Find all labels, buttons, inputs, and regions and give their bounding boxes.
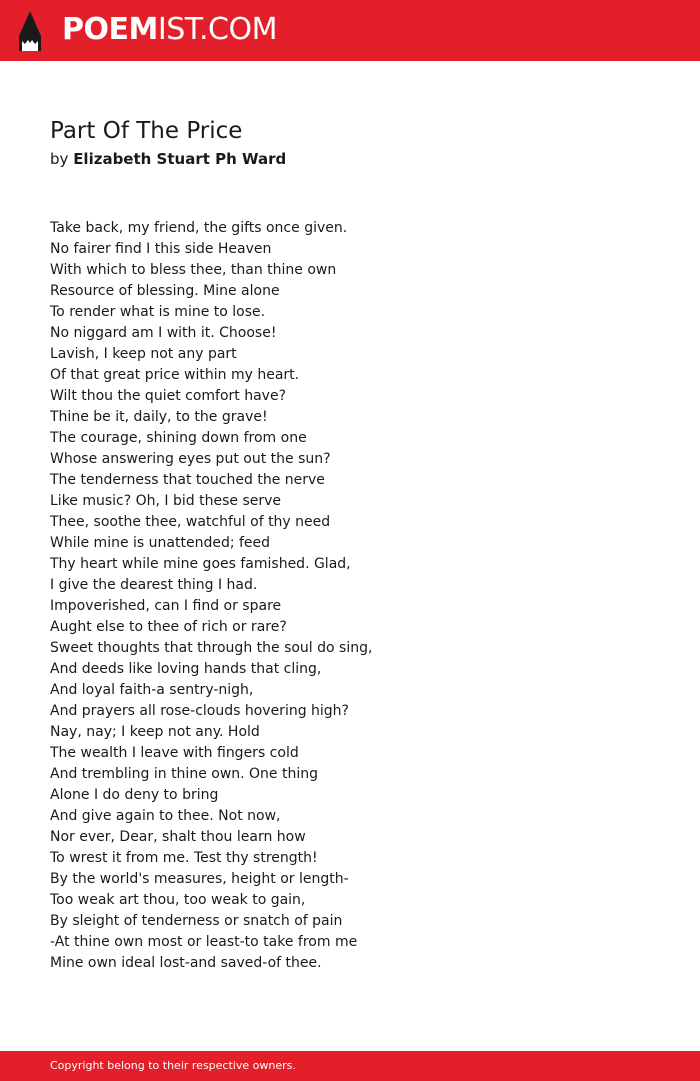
poem-line: Of that great price within my heart. bbox=[50, 367, 300, 383]
poem-line: Thee, soothe thee, watchful of thy need bbox=[50, 514, 331, 530]
poem-line: Too weak art thou, too weak to gain, bbox=[50, 892, 306, 908]
poem-line: By the world's measures, height or length- bbox=[50, 871, 349, 887]
poem-line: Whose answering eyes put out the sun? bbox=[50, 451, 331, 467]
poem-line: With which to bless thee, than thine own bbox=[50, 262, 337, 278]
logo-light-text: IST.COM bbox=[157, 12, 277, 47]
poem-line: And trembling in thine own. One thing bbox=[50, 766, 319, 782]
poem-line: And prayers all rose-clouds hovering high? bbox=[50, 703, 349, 719]
poem-line: Thy heart while mine goes famished. Glad, bbox=[50, 556, 351, 572]
poem-line: While mine is unattended; feed bbox=[50, 535, 271, 551]
poem-line: Mine own ideal lost-and saved-of thee. bbox=[50, 955, 322, 971]
logo-bold-text: POEM bbox=[62, 12, 158, 47]
poem-body bbox=[50, 218, 372, 974]
poem-line: The tenderness that touched the nerve bbox=[50, 472, 325, 488]
poem-line: No niggard am I with it. Choose! bbox=[50, 325, 277, 341]
poem-line: Nor ever, Dear, shalt thou learn how bbox=[50, 829, 306, 845]
poem-line: By sleight of tenderness or snatch of pain bbox=[50, 913, 343, 929]
site-logo-link[interactable] bbox=[62, 11, 277, 49]
poem-author: Elizabeth Stuart Ph Ward bbox=[73, 150, 287, 168]
poem-byline bbox=[50, 148, 286, 170]
poem-line: To render what is mine to lose. bbox=[50, 304, 266, 320]
poem-line: To wrest it from me. Test thy strength! bbox=[50, 850, 318, 866]
poem-line: And give again to thee. Not now, bbox=[50, 808, 281, 824]
poem-line: I give the dearest thing I had. bbox=[50, 577, 258, 593]
poem-line: Like music? Oh, I bid these serve bbox=[50, 493, 282, 509]
poem-line: And loyal faith-a sentry-nigh, bbox=[50, 682, 254, 698]
poem-line: Nay, nay; I keep not any. Hold bbox=[50, 724, 260, 740]
site-footer bbox=[0, 1051, 700, 1081]
poem-line: Thine be it, daily, to the grave! bbox=[50, 409, 268, 425]
poem-line: The courage, shining down from one bbox=[50, 430, 307, 446]
poem-line: Lavish, I keep not any part bbox=[50, 346, 237, 362]
poem-line: And deeds like loving hands that cling, bbox=[50, 661, 322, 677]
pen-nib-icon bbox=[18, 10, 42, 52]
poem-title: Part Of The Price bbox=[50, 118, 243, 144]
poem-line: Resource of blessing. Mine alone bbox=[50, 283, 280, 299]
copyright-text: Copyright belong to their respective owners. bbox=[50, 1059, 296, 1072]
poem-line: -At thine own most or least-to take from me bbox=[50, 934, 358, 950]
poem-line: Alone I do deny to bring bbox=[50, 787, 219, 803]
poem-line: Aught else to thee of rich or rare? bbox=[50, 619, 287, 635]
poem-line: The wealth I leave with fingers cold bbox=[50, 745, 299, 761]
poem-line: No fairer find I this side Heaven bbox=[50, 241, 272, 257]
poem-line: Take back, my friend, the gifts once given. bbox=[50, 220, 348, 236]
poem-line: Sweet thoughts that through the soul do sing, bbox=[50, 640, 373, 656]
by-label: by bbox=[50, 150, 69, 168]
poem-line: Wilt thou the quiet comfort have? bbox=[50, 388, 287, 404]
poem-line: Impoverished, can I find or spare bbox=[50, 598, 282, 614]
site-header bbox=[0, 0, 700, 61]
